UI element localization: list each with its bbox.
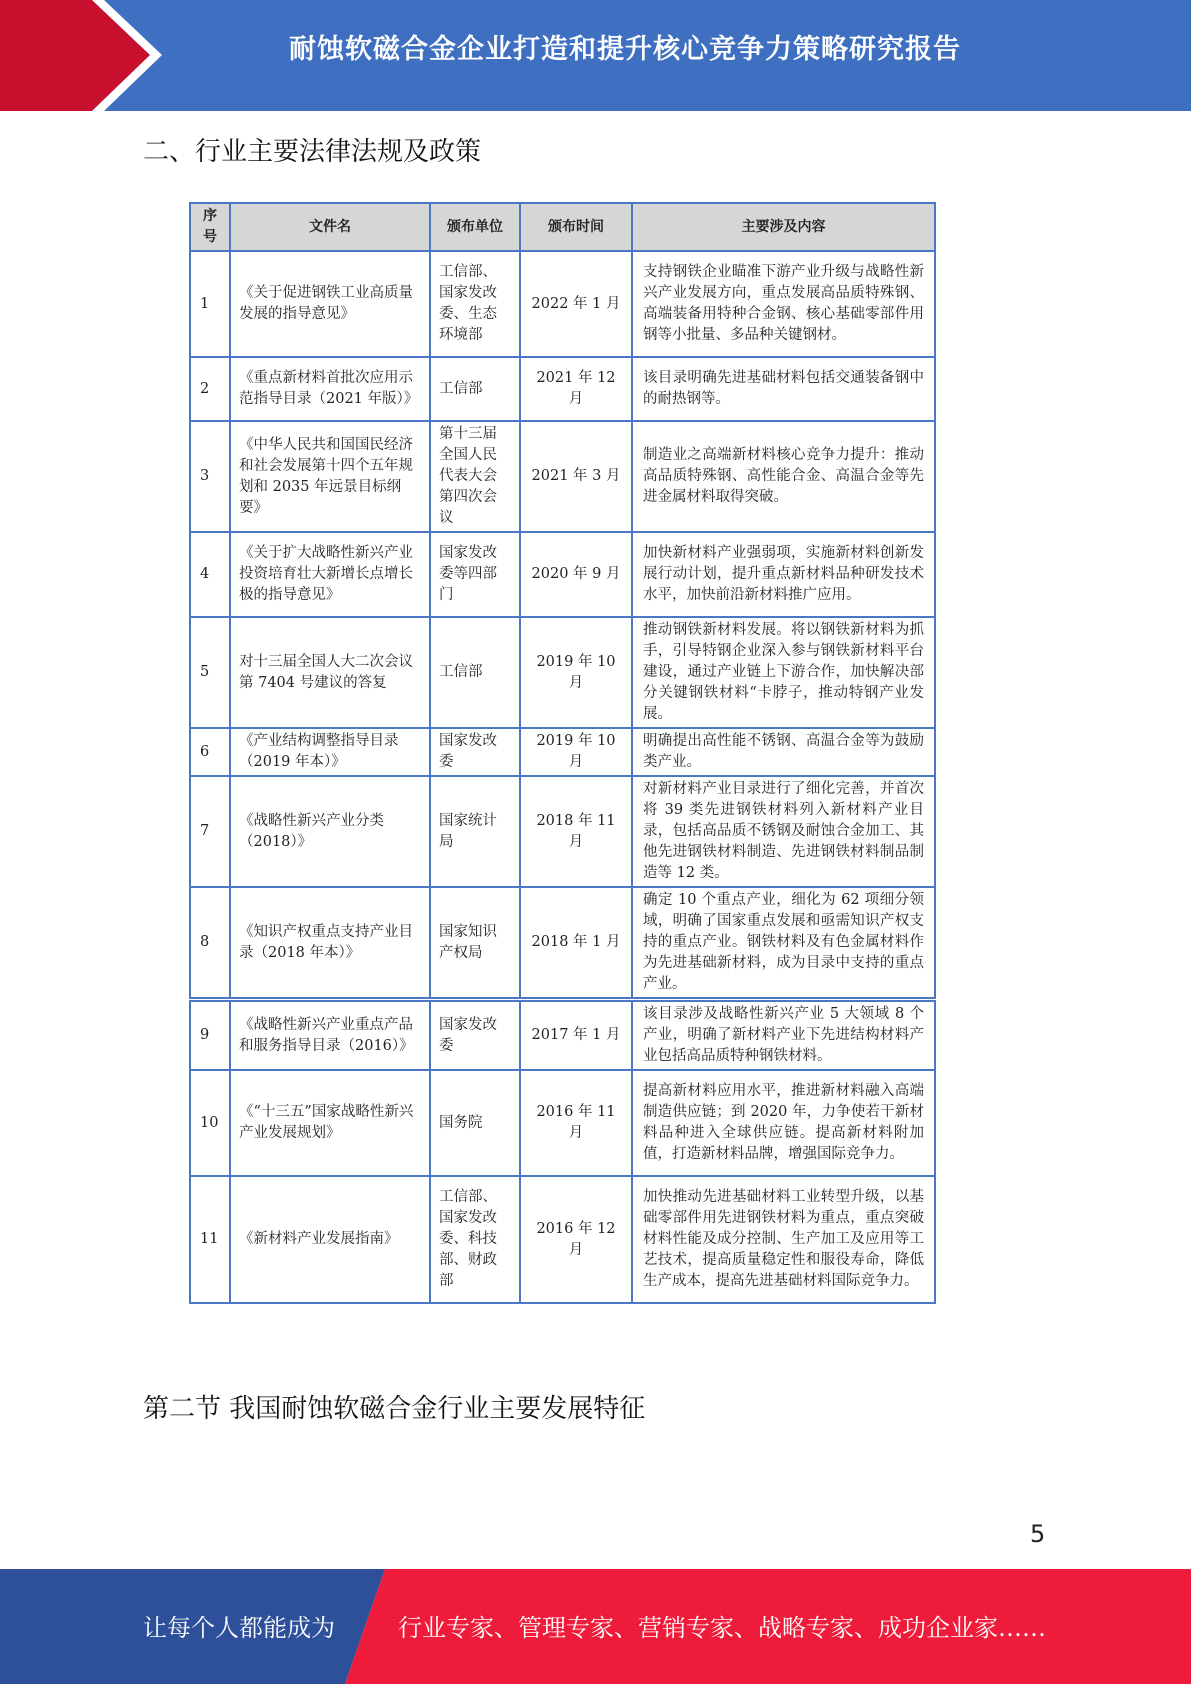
table-row [190,251,935,357]
row-date: 2016 年 11 月 [520,1070,632,1176]
table-row [190,357,935,421]
table-row [190,1070,935,1176]
row-issuer: 国务院 [430,1070,520,1176]
footer-slogan-left: 让每个人都能成为 [143,1614,335,1642]
row-date: 2018 年 1 月 [520,887,632,998]
section-heading-2: 第二节 我国耐蚀软磁合金行业主要发展特征 [143,1394,646,1424]
row-content: 推动钢铁新材料发展。将以钢铁新材料为抓手，引导特钢企业深入参与钢铁新材料平台建设，通过产业链上下游合作，加快解决部分关键钢铁材料“卡脖子，推动特钢产业发展。 [632,617,935,728]
row-name: 《新材料产业发展指南》 [230,1176,430,1303]
row-issuer: 国家发改委 [430,1001,520,1070]
row-no: 11 [190,1176,230,1303]
row-date: 2016 年 12 月 [520,1176,632,1303]
row-content: 加快新材料产业强弱项，实施新材料创新发展行动计划，提升重点新材料品种研发技术水平，加快前沿新材料推广应用。 [632,532,935,617]
row-issuer: 国家知识产权局 [430,887,520,998]
table-row [190,617,935,728]
row-date: 2021 年 3 月 [520,421,632,532]
row-name: 《关于扩大战略性新兴产业投资培育壮大新增长点增长极的指导意见》 [230,532,430,617]
policy-table-part2 [189,1000,936,1304]
row-date: 2022 年 1 月 [520,251,632,357]
table-row [190,776,935,887]
header-no: 序号 [190,203,230,251]
footer-slogan-right: 行业专家、管理专家、营销专家、战略专家、成功企业家…… [398,1614,1046,1642]
row-content: 支持钢铁企业瞄准下游产业升级与战略性新兴产业发展方向，重点发展高品质特殊钢、高端装备用特种合金钢、核心基础零部件用钢等小批量、多品种关键钢材。 [632,251,935,357]
row-name: 《战略性新兴产业分类（2018）》 [230,776,430,887]
row-name: 《关于促进钢铁工业高质量发展的指导意见》 [230,251,430,357]
row-no: 7 [190,776,230,887]
row-name: 《知识产权重点支持产业目录（2018 年本）》 [230,887,430,998]
row-issuer: 国家发改委 [430,728,520,776]
row-date: 2019 年 10 月 [520,617,632,728]
row-name: 《重点新材料首批次应用示范指导目录（2021 年版）》 [230,357,430,421]
row-date: 2021 年 12 月 [520,357,632,421]
row-name: 对十三届全国人大二次会议第 7404 号建议的答复 [230,617,430,728]
row-name: 《战略性新兴产业重点产品和服务指导目录（2016）》 [230,1001,430,1070]
table-row [190,1001,935,1070]
table-row [190,887,935,998]
table-row [190,421,935,532]
row-content: 该目录涉及战略性新兴产业 5 大领域 8 个产业，明确了新材料产业下先进结构材料产业包括高品质特种钢铁材料。 [632,1001,935,1070]
row-name: 《“十三五”国家战略性新兴产业发展规划》 [230,1070,430,1176]
row-date: 2019 年 10 月 [520,728,632,776]
row-issuer: 国家发改委等四部门 [430,532,520,617]
row-no: 1 [190,251,230,357]
row-no: 2 [190,357,230,421]
page-number: 5 [1030,1520,1046,1548]
header-name: 文件名 [230,203,430,251]
row-issuer: 国家统计局 [430,776,520,887]
header-issuer: 颁布单位 [430,203,520,251]
row-issuer: 工信部 [430,617,520,728]
row-name: 《中华人民共和国国民经济和社会发展第十四个五年规划和 2035 年远景目标纲要》 [230,421,430,532]
header-date: 颁布时间 [520,203,632,251]
row-content: 该目录明确先进基础材料包括交通装备钢中的耐热钢等。 [632,357,935,421]
row-issuer: 工信部、国家发改委、生态环境部 [430,251,520,357]
row-content: 提高新材料应用水平，推进新材料融入高端制造供应链；到 2020 年，力争使若干新材料品种进入全球供应链。提高新材料附加值，打造新材料品牌，增强国际竞争力。 [632,1070,935,1176]
row-no: 9 [190,1001,230,1070]
header-band [0,0,1191,111]
row-content: 加快推动先进基础材料工业转型升级，以基础零部件用先进钢铁材料为重点，重点突破材料性能及成分控制、生产加工及应用等工艺技术，提高质量稳定性和服役寿命，降低生产成本，提高先进基础材料国际竞争力。 [632,1176,935,1303]
row-issuer: 工信部、国家发改委、科技部、财政部 [430,1176,520,1303]
header-title: 耐蚀软磁合金企业打造和提升核心竞争力策略研究报告 [289,34,961,65]
row-name: 《产业结构调整指导目录（2019 年本）》 [230,728,430,776]
row-content: 明确提出高性能不锈钢、高温合金等为鼓励类产业。 [632,728,935,776]
row-content: 确定 10 个重点产业，细化为 62 项细分领域，明确了国家重点发展和亟需知识产权支持的重点产业。钢铁材料及有色金属材料作为先进基础新材料，成为目录中支持的重点产业。 [632,887,935,998]
row-no: 3 [190,421,230,532]
row-no: 6 [190,728,230,776]
row-no: 5 [190,617,230,728]
table-header-row [190,203,935,251]
row-date: 2017 年 1 月 [520,1001,632,1070]
table-row [190,1176,935,1303]
row-issuer: 第十三届全国人民代表大会第四次会议 [430,421,520,532]
row-date: 2018 年 11 月 [520,776,632,887]
row-no: 8 [190,887,230,998]
row-content: 制造业之高端新材料核心竞争力提升：推动高品质特殊钢、高性能合金、高温合金等先进金属材料取得突破。 [632,421,935,532]
row-no: 10 [190,1070,230,1176]
footer-band [0,1569,1191,1684]
row-content: 对新材料产业目录进行了细化完善，并首次将 39 类先进钢铁材料列入新材料产业目录，包括高品质不锈钢及耐蚀合金加工、其他先进钢铁材料制造、先进钢铁材料制品制造等 12 类。 [632,776,935,887]
row-no: 4 [190,532,230,617]
section-heading: 二、行业主要法律法规及政策 [143,137,482,167]
row-date: 2020 年 9 月 [520,532,632,617]
header-content: 主要涉及内容 [632,203,935,251]
policy-table-part1 [189,202,936,999]
table-row [190,532,935,617]
row-issuer: 工信部 [430,357,520,421]
table-row [190,728,935,776]
